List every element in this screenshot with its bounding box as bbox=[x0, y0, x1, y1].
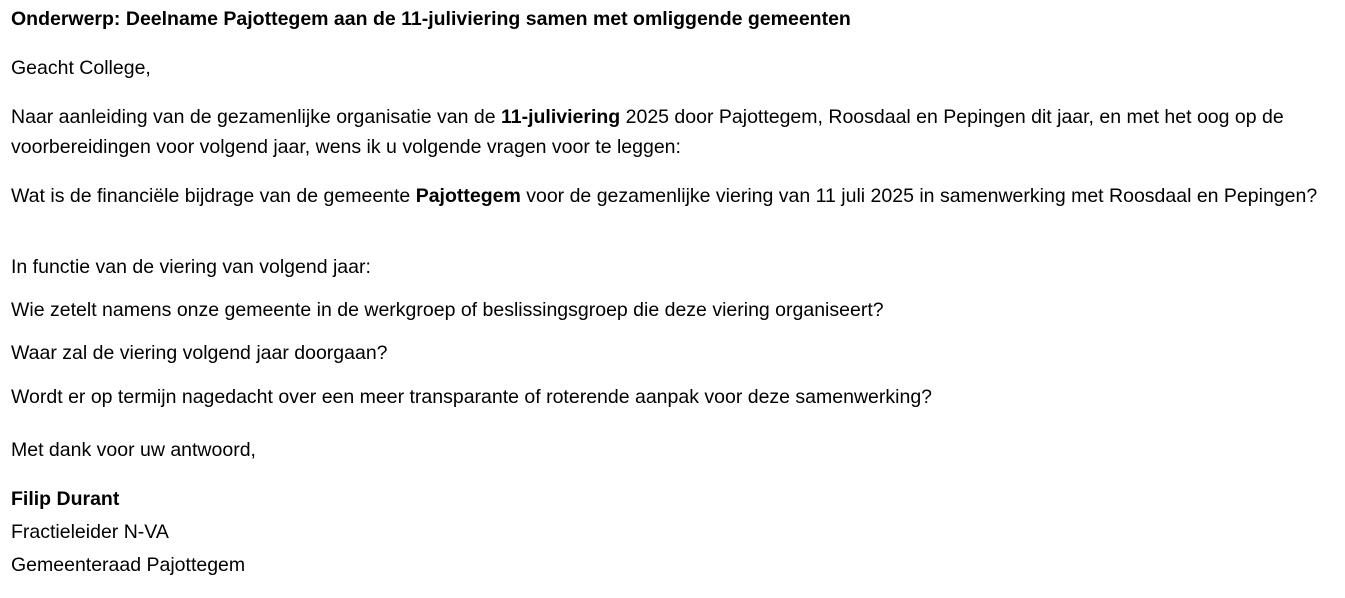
closing-line: Met dank voor uw antwoord, bbox=[11, 439, 256, 461]
subject-label: Onderwerp: bbox=[11, 8, 121, 30]
question-financial-text-1: Wat is de financiële bijdrage van de gemeente bbox=[11, 185, 416, 207]
question-item: Waar zal de viering volgend jaar doorgaan? bbox=[11, 342, 388, 364]
intro-text-2: 2025 door Pajottegem, Roosdaal en Pepingen dit jaar, en met het oog op de voorbereidingen voor volgend jaar, wens ik u volgende vragen voor te leggen: bbox=[11, 106, 1284, 158]
question-financial bbox=[11, 181, 1336, 211]
next-year-intro: In functie van de viering van volgend jaar: bbox=[11, 256, 371, 278]
salutation: Geacht College, bbox=[11, 57, 151, 79]
signature-name: Filip Durant bbox=[11, 488, 120, 510]
intro-bold: 11-juliviering bbox=[501, 106, 621, 128]
question-financial-text-2: voor de gezamenlijke viering van 11 juli 2025 in samenwerking met Roosdaal en Pepingen? bbox=[520, 185, 1318, 207]
intro-text-1: Naar aanleiding van de gezamenlijke organisatie van de bbox=[11, 106, 501, 128]
signature-council: Gemeenteraad Pajottegem bbox=[11, 554, 246, 576]
signature-role: Fractieleider N-VA bbox=[11, 521, 169, 543]
intro-paragraph bbox=[11, 102, 1336, 162]
subject-text: Deelname Pajottegem aan de 11-juliviering samen met omliggende gemeenten bbox=[125, 8, 851, 30]
subject-line bbox=[11, 6, 851, 32]
question-item: Wie zetelt namens onze gemeente in de werkgroep of beslissingsgroep die deze viering organiseert? bbox=[11, 299, 884, 321]
question-financial-bold: Pajottegem bbox=[415, 185, 521, 207]
question-item: Wordt er op termijn nagedacht over een meer transparante of roterende aanpak voor deze samenwerking? bbox=[11, 386, 933, 408]
